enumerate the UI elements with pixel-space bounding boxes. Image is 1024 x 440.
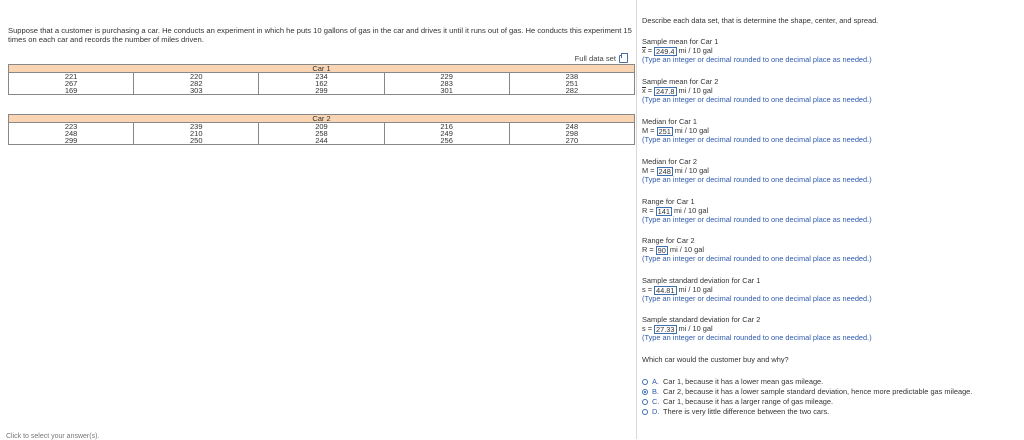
radio-button-selected[interactable] [642, 389, 648, 395]
car2-title: Car 2 [9, 115, 635, 123]
table-cell: 282 [509, 87, 634, 95]
table-cell: 221 [9, 73, 134, 81]
equals-sign: = [650, 165, 655, 175]
equals-sign: = [647, 323, 653, 333]
question-symbol: x [642, 45, 646, 55]
option-text: Car 1, because it has a larger range of gas mileage. [663, 397, 834, 406]
footer-hint: Click to select your answer(s). [6, 433, 100, 440]
option-letter: D. [652, 407, 660, 416]
radio-button[interactable] [642, 399, 648, 405]
answer-input[interactable]: 247.8 [656, 86, 675, 96]
copy-icon[interactable] [619, 55, 628, 63]
table-cell: 298 [509, 130, 634, 137]
table-cell: 249 [384, 130, 509, 137]
question-symbol: R [642, 205, 648, 215]
answer-input[interactable]: 249.4 [656, 46, 675, 56]
table-cell: 251 [509, 80, 634, 87]
table-cell: 248 [509, 123, 634, 131]
table-cell: 250 [134, 137, 259, 145]
equals-sign: = [650, 125, 655, 135]
hint-text: (Type an integer or decimal rounded to one decimal place as needed.) [642, 253, 872, 263]
unit-label: mi / 10 gal [678, 284, 713, 294]
table-row [9, 137, 635, 145]
hint-text: (Type an integer or decimal rounded to one decimal place as needed.) [642, 332, 872, 342]
unit-label: mi / 10 gal [678, 323, 713, 333]
unit-label: mi / 10 gal [678, 85, 713, 95]
question-symbol: s [642, 284, 646, 294]
answer-input[interactable]: 251 [658, 126, 671, 136]
question-block [642, 277, 872, 303]
table-cell: 301 [384, 87, 509, 95]
question-block [642, 237, 872, 263]
panel-divider [636, 0, 637, 439]
car2-table [8, 114, 635, 145]
question-block [642, 316, 872, 342]
question-label: Sample mean for Car 1 [642, 37, 719, 46]
answer-input[interactable]: 27.33 [656, 324, 675, 334]
option-letter: C. [652, 397, 660, 406]
car1-title: Car 1 [9, 65, 635, 73]
table-cell: 216 [384, 123, 509, 131]
question-label: Range for Car 2 [642, 236, 695, 245]
table-cell: 244 [259, 137, 384, 145]
question-symbol: s [642, 323, 646, 333]
table-cell: 267 [9, 80, 134, 87]
unit-label: mi / 10 gal [674, 125, 709, 135]
table-cell: 303 [134, 87, 259, 95]
unit-label: mi / 10 gal [674, 205, 709, 215]
table-cell: 282 [134, 80, 259, 87]
table-cell: 234 [259, 73, 384, 81]
equals-sign: = [647, 45, 653, 55]
table-cell: 229 [384, 73, 509, 81]
unit-label: mi / 10 gal [678, 45, 713, 55]
question-label: Sample mean for Car 2 [642, 77, 719, 86]
table-cell: 220 [134, 73, 259, 81]
answer-input[interactable]: 248 [658, 166, 671, 176]
table-cell: 299 [259, 87, 384, 95]
hint-text: (Type an integer or decimal rounded to one decimal place as needed.) [642, 174, 872, 184]
question-block [642, 198, 872, 224]
option-text: Car 1, because it has a lower mean gas mileage. [663, 377, 824, 386]
option-text: Car 2, because it has a lower sample standard deviation, hence more predictable gas mileage. [663, 387, 973, 396]
unit-label: mi / 10 gal [669, 244, 705, 254]
mc-question: Which car would the customer buy and why? [642, 355, 789, 364]
radio-button[interactable] [642, 409, 648, 415]
answer-input[interactable]: 90 [657, 245, 666, 255]
option-a[interactable] [642, 378, 972, 386]
table-cell: 283 [384, 80, 509, 87]
question-symbol: M [642, 165, 649, 175]
answer-panel [640, 0, 1024, 439]
table-cell: 248 [9, 130, 134, 137]
equals-sign: = [647, 85, 653, 95]
car1-table [8, 64, 635, 95]
question-symbol: M [642, 125, 649, 135]
question-symbol: x [642, 85, 646, 95]
question-block [642, 118, 872, 144]
question-symbol: R [642, 244, 648, 254]
question-label: Range for Car 1 [642, 197, 695, 206]
answer-input[interactable]: 141 [657, 206, 671, 216]
question-label: Median for Car 1 [642, 117, 698, 126]
question-label: Sample standard deviation for Car 1 [642, 276, 761, 285]
table-cell: 299 [9, 137, 134, 145]
table-cell: 239 [134, 123, 259, 131]
table-cell: 162 [259, 80, 384, 87]
question-block [642, 78, 872, 104]
hint-text: (Type an integer or decimal rounded to one decimal place as needed.) [642, 293, 872, 303]
hint-text: (Type an integer or decimal rounded to one decimal place as needed.) [642, 214, 872, 224]
question-label: Sample standard deviation for Car 2 [642, 315, 761, 324]
full-data-set-label: Full data set [574, 54, 616, 63]
unit-label: mi / 10 gal [674, 165, 709, 175]
question-label: Median for Car 2 [642, 157, 698, 166]
question-block [642, 38, 872, 64]
table-row [9, 87, 635, 95]
table-cell: 209 [259, 123, 384, 131]
table-cell: 238 [509, 73, 634, 81]
table-cell: 169 [9, 87, 134, 95]
option-d[interactable] [642, 408, 972, 416]
option-letter: A. [652, 377, 659, 386]
equals-sign: = [647, 284, 653, 294]
table-cell: 210 [134, 130, 259, 137]
equals-sign: = [649, 244, 654, 254]
answer-input[interactable]: 44.81 [656, 285, 675, 295]
table-cell: 270 [509, 137, 634, 145]
option-text: There is very little difference between the two cars. [663, 407, 830, 416]
hint-text: (Type an integer or decimal rounded to one decimal place as needed.) [642, 134, 872, 144]
option-c[interactable] [642, 398, 972, 406]
answer-options [642, 378, 972, 416]
hint-text: (Type an integer or decimal rounded to one decimal place as needed.) [642, 94, 872, 104]
table-cell: 223 [9, 123, 134, 131]
instructions: Describe each data set, that is determine the shape, center, and spread. [642, 16, 879, 25]
option-b[interactable] [642, 388, 972, 396]
radio-button[interactable] [642, 379, 648, 385]
full-data-set-link[interactable] [575, 54, 628, 63]
table-cell: 258 [259, 130, 384, 137]
problem-text: Suppose that a customer is purchasing a car. He conducts an experiment in which he puts 10 gallons of gas in the car and drives it until it runs out of gas. He conducts this experiment 15 times on each car and records the number of miles driven. [8, 26, 632, 44]
equals-sign: = [649, 205, 654, 215]
hint-text: (Type an integer or decimal rounded to one decimal place as needed.) [642, 54, 872, 64]
option-letter: B. [652, 387, 659, 396]
question-block [642, 158, 872, 184]
table-cell: 256 [384, 137, 509, 145]
